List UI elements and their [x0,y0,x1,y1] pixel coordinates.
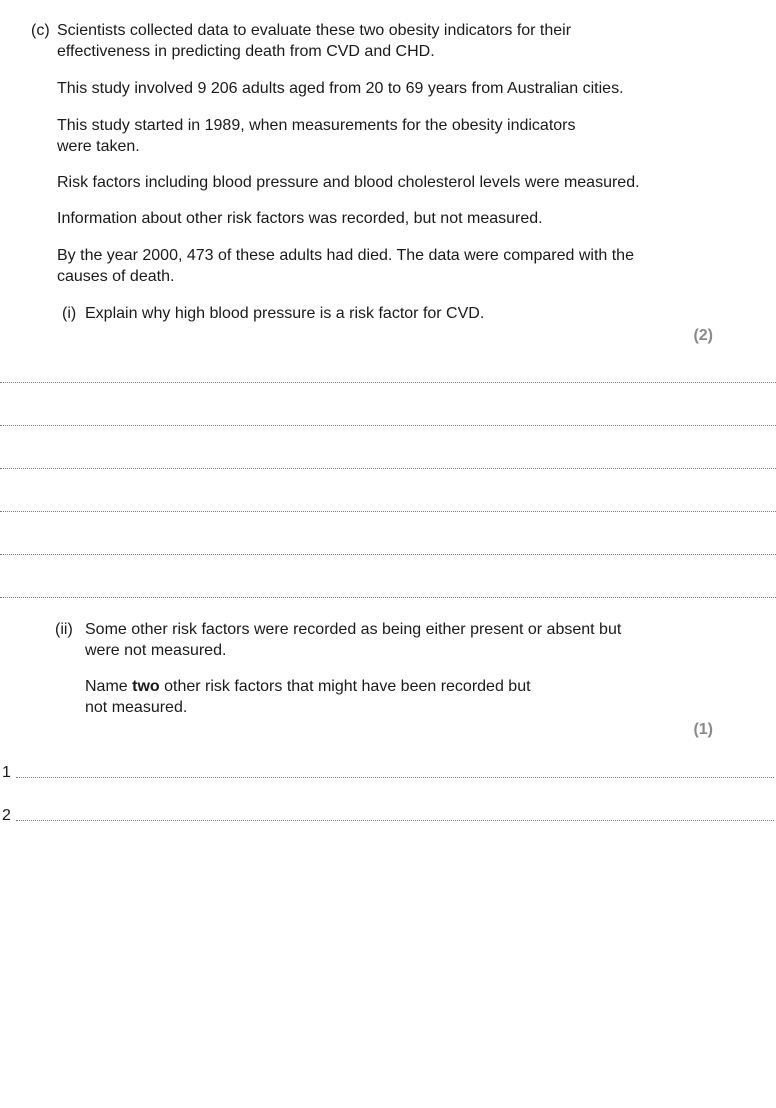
answer-number-2: 2 [2,807,11,824]
part-i-question: Explain why high blood pressure is a risk factor for CVD. [85,305,485,322]
part-i-marks: (2) [693,327,713,344]
answer-line[interactable] [0,597,776,598]
answer-number-1: 1 [2,764,11,781]
part-ii-line-2: were not measured. [85,642,227,659]
instruction-rest: other risk factors that might have been recorded but [159,678,531,695]
part-ii-marks: (1) [693,721,713,738]
part-ii-question [85,619,685,661]
answer-line[interactable] [0,382,776,383]
intro-line-2: effectiveness in predicting death from CVD and CHD. [57,43,435,60]
deaths-line-1: By the year 2000, 473 of these adults had died. The data were compared with the [57,247,634,264]
part-c-label: (c) [31,22,50,39]
measured-risk-factors-paragraph: Risk factors including blood pressure and blood cholesterol levels were measured. [57,174,640,191]
part-ii-label: (ii) [55,621,73,638]
recorded-risk-factors-paragraph: Information about other risk factors was recorded, but not measured. [57,210,543,227]
part-ii-line-1: Some other risk factors were recorded as being either present or absent but [85,621,622,638]
intro-line-1: Scientists collected data to evaluate these two obesity indicators for their [57,22,572,39]
deaths-line-2: causes of death. [57,268,175,285]
numbered-answer-line-1[interactable] [16,777,774,778]
instruction-prefix: Name [85,678,133,695]
study-size-paragraph: This study involved 9 206 adults aged from 20 to 69 years from Australian cities. [57,80,624,97]
part-ii-instruction [85,676,685,718]
part-i-label: (i) [62,305,77,322]
answer-line[interactable] [0,468,776,469]
answer-line[interactable] [0,554,776,555]
instruction-line-2: not measured. [85,699,188,716]
numbered-answer-line-2[interactable] [16,820,774,821]
answer-line[interactable] [0,511,776,512]
study-start-line-2: were taken. [57,138,140,155]
deaths-paragraph [57,245,707,287]
study-start-paragraph [57,115,707,157]
study-start-line-1: This study started in 1989, when measurements for the obesity indicators [57,117,576,134]
instruction-emphasis: two [132,678,160,695]
answer-line[interactable] [0,425,776,426]
part-c-intro [57,20,707,62]
